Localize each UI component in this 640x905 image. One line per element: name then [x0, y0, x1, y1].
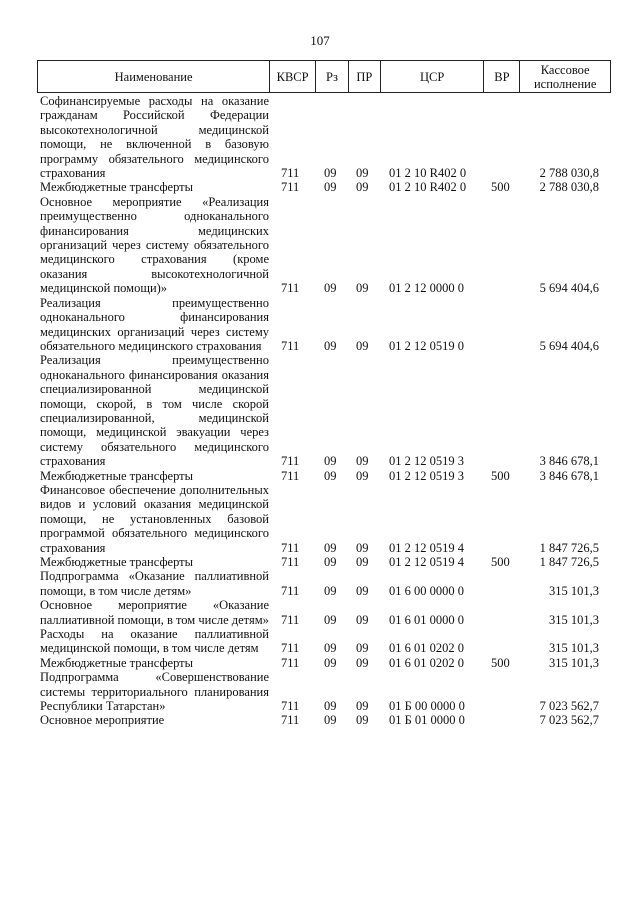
row-amount: 315 101,3 — [549, 655, 599, 670]
header-name: Наименование — [114, 69, 193, 84]
table-row — [37, 670, 611, 713]
row-amount: 2 788 030,8 — [539, 166, 599, 181]
row-csr: 01 6 01 0202 0 — [389, 641, 464, 656]
row-pr: 09 — [356, 583, 369, 598]
row-amount: 7 023 562,7 — [539, 699, 599, 714]
row-rz: 09 — [324, 641, 337, 656]
table-row — [37, 296, 611, 354]
row-rz: 09 — [324, 468, 337, 483]
row-rz: 09 — [324, 180, 337, 195]
row-rz: 09 — [324, 555, 337, 569]
row-rz: 09 — [324, 713, 337, 728]
row-kvsr: 711 — [281, 583, 300, 598]
row-rz: 09 — [324, 583, 337, 598]
row-pr: 09 — [356, 655, 369, 670]
row-csr: 01 Б 01 0000 0 — [389, 713, 465, 728]
row-csr: 01 2 12 0519 4 — [389, 555, 464, 569]
row-vr: 500 — [491, 655, 510, 670]
row-csr: 01 2 12 0519 3 — [389, 454, 464, 469]
table-row — [37, 353, 611, 468]
row-amount: 1 847 726,5 — [539, 555, 599, 569]
row-pr: 09 — [356, 468, 369, 483]
row-amount: 5 694 404,6 — [539, 281, 599, 296]
row-kvsr: 711 — [281, 713, 300, 728]
row-csr: 01 2 12 0519 4 — [389, 540, 464, 555]
header-kvsr: КВСР — [269, 61, 315, 92]
row-csr: 01 6 00 0000 0 — [389, 583, 464, 598]
row-amount: 5 694 404,6 — [539, 338, 599, 353]
row-kvsr: 711 — [281, 555, 300, 569]
budget-table — [37, 60, 611, 728]
row-kvsr: 711 — [281, 655, 300, 670]
header-rz: Рз — [315, 61, 348, 92]
row-name: Софинансируемые расходы на оказание гражданам Российской Федерации высокотехнологичной медицинской помощи, не включенной в базовую программу обязательного медицинского страхования — [40, 94, 269, 181]
row-csr: 01 2 10 R402 0 — [389, 180, 467, 195]
table-row — [37, 483, 611, 555]
table-row — [37, 569, 611, 598]
row-amount: 315 101,3 — [549, 612, 599, 627]
table-row — [37, 180, 611, 194]
row-name: Основное мероприятие — [40, 713, 165, 728]
row-amount: 3 846 678,1 — [539, 454, 599, 469]
row-vr: 500 — [491, 180, 510, 195]
row-kvsr: 711 — [281, 180, 300, 195]
row-amount: 315 101,3 — [549, 583, 599, 598]
row-rz: 09 — [324, 699, 337, 714]
row-name: Межбюджетные трансферты — [40, 555, 194, 569]
row-amount: 315 101,3 — [549, 641, 599, 656]
row-pr: 09 — [356, 540, 369, 555]
row-pr: 09 — [356, 281, 369, 296]
row-name: Подпрограмма «Совершенствование системы территориального планирования Республики Татарстан» — [40, 670, 269, 714]
row-pr: 09 — [356, 454, 369, 469]
header-vr: ВР — [483, 61, 519, 92]
row-name: Основное мероприятие «Реализация преимущественно одноканального финансирования медицинских организаций через систему обязательного медицинского страхования (кроме оказания высокотехнологичной медицинской помощи)» — [40, 194, 269, 296]
row-amount: 7 023 562,7 — [539, 713, 599, 728]
row-pr: 09 — [356, 713, 369, 728]
row-csr: 01 2 12 0519 0 — [389, 338, 464, 353]
row-rz: 09 — [324, 166, 337, 181]
table-row — [37, 713, 611, 727]
row-csr: 01 6 01 0202 0 — [389, 655, 464, 670]
row-name: Межбюджетные трансферты — [40, 468, 194, 483]
row-rz: 09 — [324, 655, 337, 670]
table-row — [37, 469, 611, 483]
row-pr: 09 — [356, 641, 369, 656]
row-amount: 3 846 678,1 — [539, 468, 599, 483]
row-name: Реализация преимущественно одноканального финансирования медицинских организаций через систему обязательного медицинского страхования — [40, 295, 269, 353]
row-vr: 500 — [491, 468, 510, 483]
header-csr: ЦСР — [380, 61, 484, 92]
row-kvsr: 711 — [281, 699, 300, 714]
row-kvsr: 711 — [281, 468, 300, 483]
row-rz: 09 — [324, 338, 337, 353]
table-row — [37, 598, 611, 627]
row-name: Межбюджетные трансферты — [40, 655, 194, 670]
header-amount: Кассовое исполнение — [519, 61, 610, 92]
row-kvsr: 711 — [281, 612, 300, 627]
row-pr: 09 — [356, 555, 369, 569]
row-name: Подпрограмма «Оказание паллиативной помощи, в том числе детям» — [40, 569, 269, 598]
row-name: Основное мероприятие «Оказание паллиативной помощи, в том числе детям» — [40, 598, 269, 627]
row-pr: 09 — [356, 180, 369, 195]
row-vr: 500 — [491, 555, 510, 569]
row-rz: 09 — [324, 540, 337, 555]
row-kvsr: 711 — [281, 166, 300, 181]
row-name: Межбюджетные трансферты — [40, 180, 194, 195]
table-row — [37, 656, 611, 670]
row-kvsr: 711 — [281, 540, 300, 555]
table-body — [37, 94, 611, 728]
row-csr: 01 6 01 0000 0 — [389, 612, 464, 627]
header-pr: ПР — [348, 61, 380, 92]
row-pr: 09 — [356, 699, 369, 714]
row-name: Расходы на оказание паллиативной медицинской помощи, в том числе детям — [40, 627, 269, 656]
row-kvsr: 711 — [281, 641, 300, 656]
row-pr: 09 — [356, 166, 369, 181]
row-rz: 09 — [324, 281, 337, 296]
row-name: Реализация преимущественно одноканального финансирования оказания специализированной медицинской помощи, скорой, в том числе скорой специализированной, медицинской помощи, медицинской эвакуации через систему обязательного медицинского страхования — [40, 353, 269, 469]
table-row — [37, 555, 611, 569]
row-kvsr: 711 — [281, 281, 300, 296]
row-csr: 01 2 12 0000 0 — [389, 281, 464, 296]
row-pr: 09 — [356, 612, 369, 627]
row-rz: 09 — [324, 612, 337, 627]
row-kvsr: 711 — [281, 454, 300, 469]
row-csr: 01 2 10 R402 0 — [389, 166, 467, 181]
table-row — [37, 627, 611, 656]
row-pr: 09 — [356, 338, 369, 353]
row-rz: 09 — [324, 454, 337, 469]
table-header — [37, 60, 611, 93]
row-csr: 01 2 12 0519 3 — [389, 468, 464, 483]
row-csr: 01 Б 00 0000 0 — [389, 699, 465, 714]
row-amount: 1 847 726,5 — [539, 540, 599, 555]
page-number: 107 — [310, 33, 330, 48]
row-name: Финансовое обеспечение дополнительных видов и условий оказания медицинской помощи, не установленных базовой программой обязательного медицинского страхования — [40, 482, 269, 555]
row-kvsr: 711 — [281, 338, 300, 353]
table-row — [37, 195, 611, 296]
table-row — [37, 94, 611, 180]
row-amount: 2 788 030,8 — [539, 180, 599, 195]
